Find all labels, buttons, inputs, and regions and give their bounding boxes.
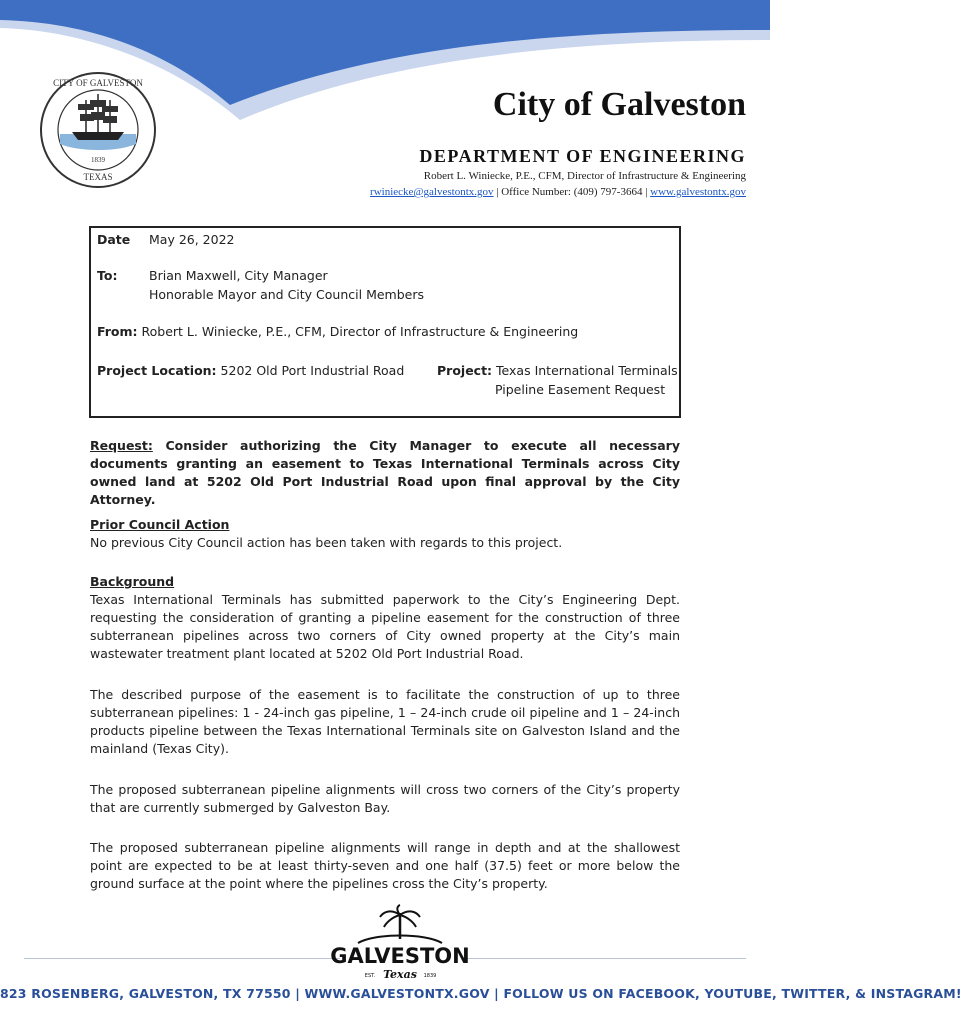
background-paragraph-2: The described purpose of the easement is to facilitate the construction of up to three subterranean pipelines: 1 - 24-inch gas pipeline, 1 – 24-inch crude oil pipeline and 1 – 24-inch products pipeline between the Texas International Terminals site on Galveston Island and the mainland (Texas City). — [90, 687, 680, 756]
to-line-2: Honorable Mayor and City Council Members — [149, 287, 424, 302]
background-paragraph-1: Texas International Terminals has submitted paperwork to the City’s Engineering Dept. requesting the consideration of granting a pipeline easement for the construction of three subterranean pipelines across two corners of City owned property at the City’s main wastewater treatment plant located at 5202 Old Port Industrial Road. — [90, 592, 680, 661]
location-value: 5202 Old Port Industrial Road — [220, 363, 405, 378]
logo-est: EST. — [364, 973, 376, 979]
date-row — [97, 232, 235, 247]
footer-divider-left — [24, 958, 340, 959]
to-row — [97, 268, 328, 283]
prior-council-text: No previous City Council action has been taken with regards to this project. — [90, 535, 563, 550]
seal-year: 1839 — [91, 156, 105, 164]
city-title: City of Galveston — [492, 86, 746, 123]
project-line-2: Pipeline Easement Request — [495, 382, 666, 397]
location-label: Project Location: — [97, 363, 217, 378]
to-line-1: Brian Maxwell, City Manager — [149, 268, 328, 283]
background-paragraph-4: The proposed subterranean pipeline alignments will range in depth and at the shallowest point are expected to be at least thirty-seven and one half (37.5) feet or more below the ground surface at the point where the pipelines cross the City’s property. — [90, 840, 680, 891]
seal-bottom-text: TEXAS — [83, 172, 113, 182]
footer-contact: 823 ROSENBERG, GALVESTON, TX 77550 | WWW.GALVESTONTX.GOV | FOLLOW US ON FACEBOOK, YOUTUBE, TWITTER, & INSTAGRAM! — [0, 986, 962, 1001]
city-seal-icon — [38, 70, 158, 190]
date-label: Date — [97, 232, 131, 247]
contact-line — [370, 186, 746, 198]
seal-top-text: CITY OF GALVESTON — [53, 78, 143, 88]
request-text: Consider authorizing the City Manager to execute all necessary documents granting an easement to Texas International Terminals across City owned land at 5202 Old Port Industrial Road upon final approval by the City Attorney. — [90, 438, 680, 507]
prior-council-heading: Prior Council Action — [90, 517, 230, 532]
from-row — [97, 324, 578, 339]
galveston-logo-icon — [330, 905, 470, 985]
project-line-1: Texas International Terminals — [496, 363, 678, 378]
project-row — [437, 363, 678, 378]
location-row — [97, 363, 404, 378]
email-link[interactable]: rwiniecke@galvestontx.gov — [370, 186, 494, 198]
logo-script: Texas — [383, 968, 417, 981]
background-paragraph-3: The proposed subterranean pipeline alignments will cross two corners of the City’s property that are currently submerged by Galveston Bay. — [90, 782, 680, 815]
request-label: Request: — [90, 438, 153, 453]
department-title: DEPARTMENT OF ENGINEERING — [419, 146, 746, 166]
background-heading: Background — [90, 574, 175, 589]
date-value: May 26, 2022 — [149, 232, 235, 247]
project-label: Project: — [437, 363, 493, 378]
logo-year: 1839 — [423, 973, 437, 979]
from-value: Robert L. Winiecke, P.E., CFM, Director of Infrastructure & Engineering — [141, 324, 579, 339]
director-line: Robert L. Winiecke, P.E., CFM, Director of Infrastructure & Engineering — [423, 170, 746, 182]
to-label: To: — [97, 268, 118, 283]
office-number: | Office Number: (409) 797-3664 | — [493, 186, 651, 198]
footer-divider-right — [462, 958, 746, 959]
request-paragraph — [90, 437, 680, 509]
memo-box — [89, 226, 681, 418]
project-row-2 — [495, 382, 665, 397]
logo-word: GALVESTON — [330, 944, 470, 968]
from-label: From: — [97, 324, 138, 339]
website-link[interactable]: www.galvestontx.gov — [650, 186, 746, 198]
